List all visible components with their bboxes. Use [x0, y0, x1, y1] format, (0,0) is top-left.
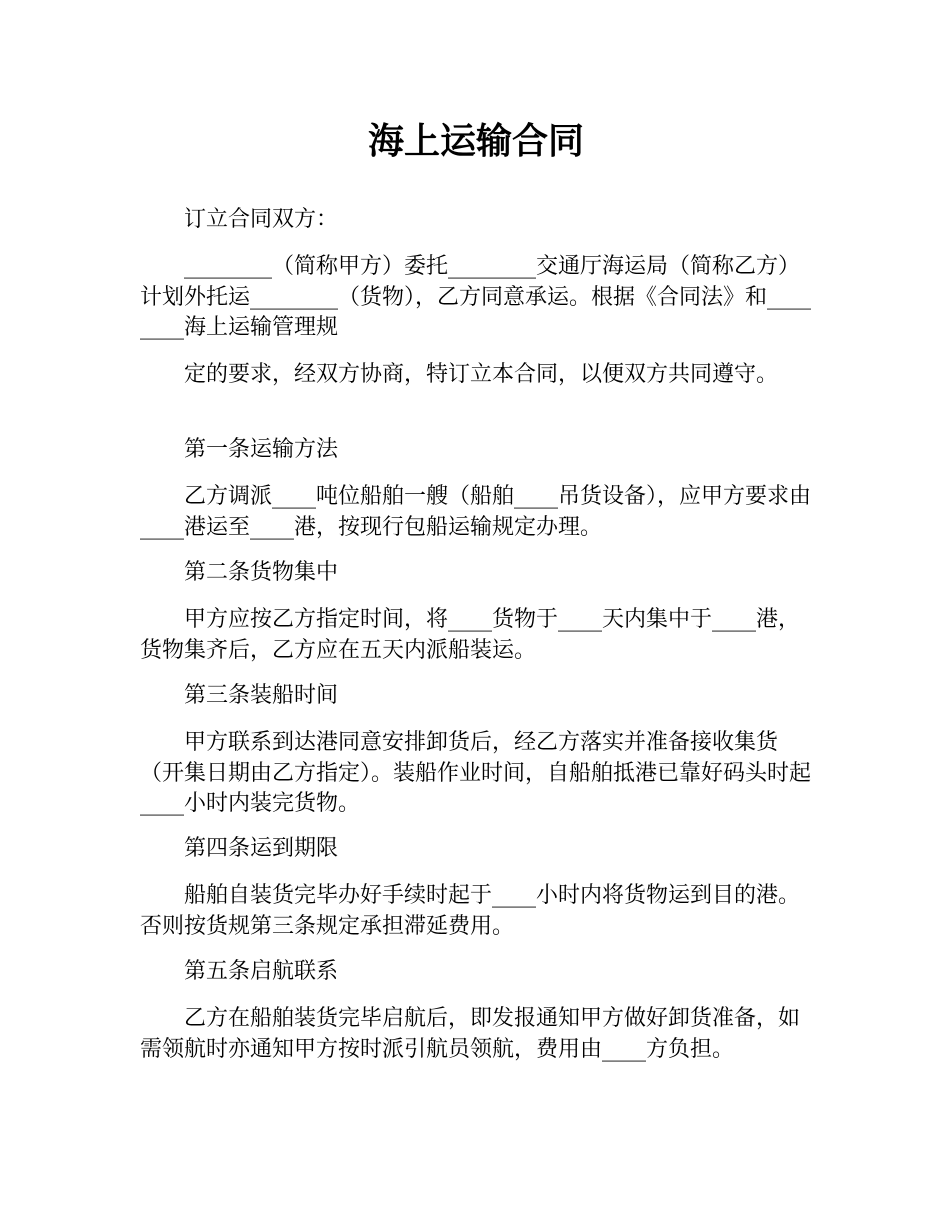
document-title: 海上运输合同	[367, 121, 584, 162]
parties-paragraph: ________（简称甲方）委托________交通厅海运局（简称乙方）计划外托运________（货物），乙方同意承运。根据《合同法》和________海上运输管理规	[140, 254, 812, 340]
intro-label: 订立合同双方：	[184, 207, 339, 232]
article-4-body: 船舶自装货完毕办好手续时起于____小时内将货物运到目的港。否则按货规第三条规定承担滞延费用。	[140, 883, 801, 939]
article-3-body: 甲方联系到达港同意安排卸货后，经乙方落实并准备接收集货（开集日期由乙方指定）。装船作业时间，自船舶抵港已靠好码头时起____小时内装完货物。	[140, 730, 812, 816]
article-5-body: 乙方在船舶装货完毕启航后，即发报通知甲方做好卸货准备，如需领航时亦通知甲方按时派引航员领航，费用由____方负担。	[140, 1006, 801, 1062]
article-1-heading: 第一条运输方法	[184, 437, 339, 462]
article-4-heading: 第四条运到期限	[184, 836, 339, 861]
article-2-heading: 第二条货物集中	[184, 560, 339, 585]
parties-paragraph-continued: 定的要求，经双方协商，特订立本合同，以便双方共同遵守。	[184, 362, 779, 387]
article-5-heading: 第五条启航联系	[184, 959, 339, 984]
article-1-body: 乙方调派____吨位船舶一艘（船舶____吊货设备），应甲方要求由____港运至____港，按现行包船运输规定办理。	[140, 484, 812, 540]
article-3-heading: 第三条装船时间	[184, 683, 339, 708]
article-2-body: 甲方应按乙方指定时间，将____货物于____天内集中于____港，货物集齐后，乙方应在五天内派船装运。	[140, 607, 801, 663]
